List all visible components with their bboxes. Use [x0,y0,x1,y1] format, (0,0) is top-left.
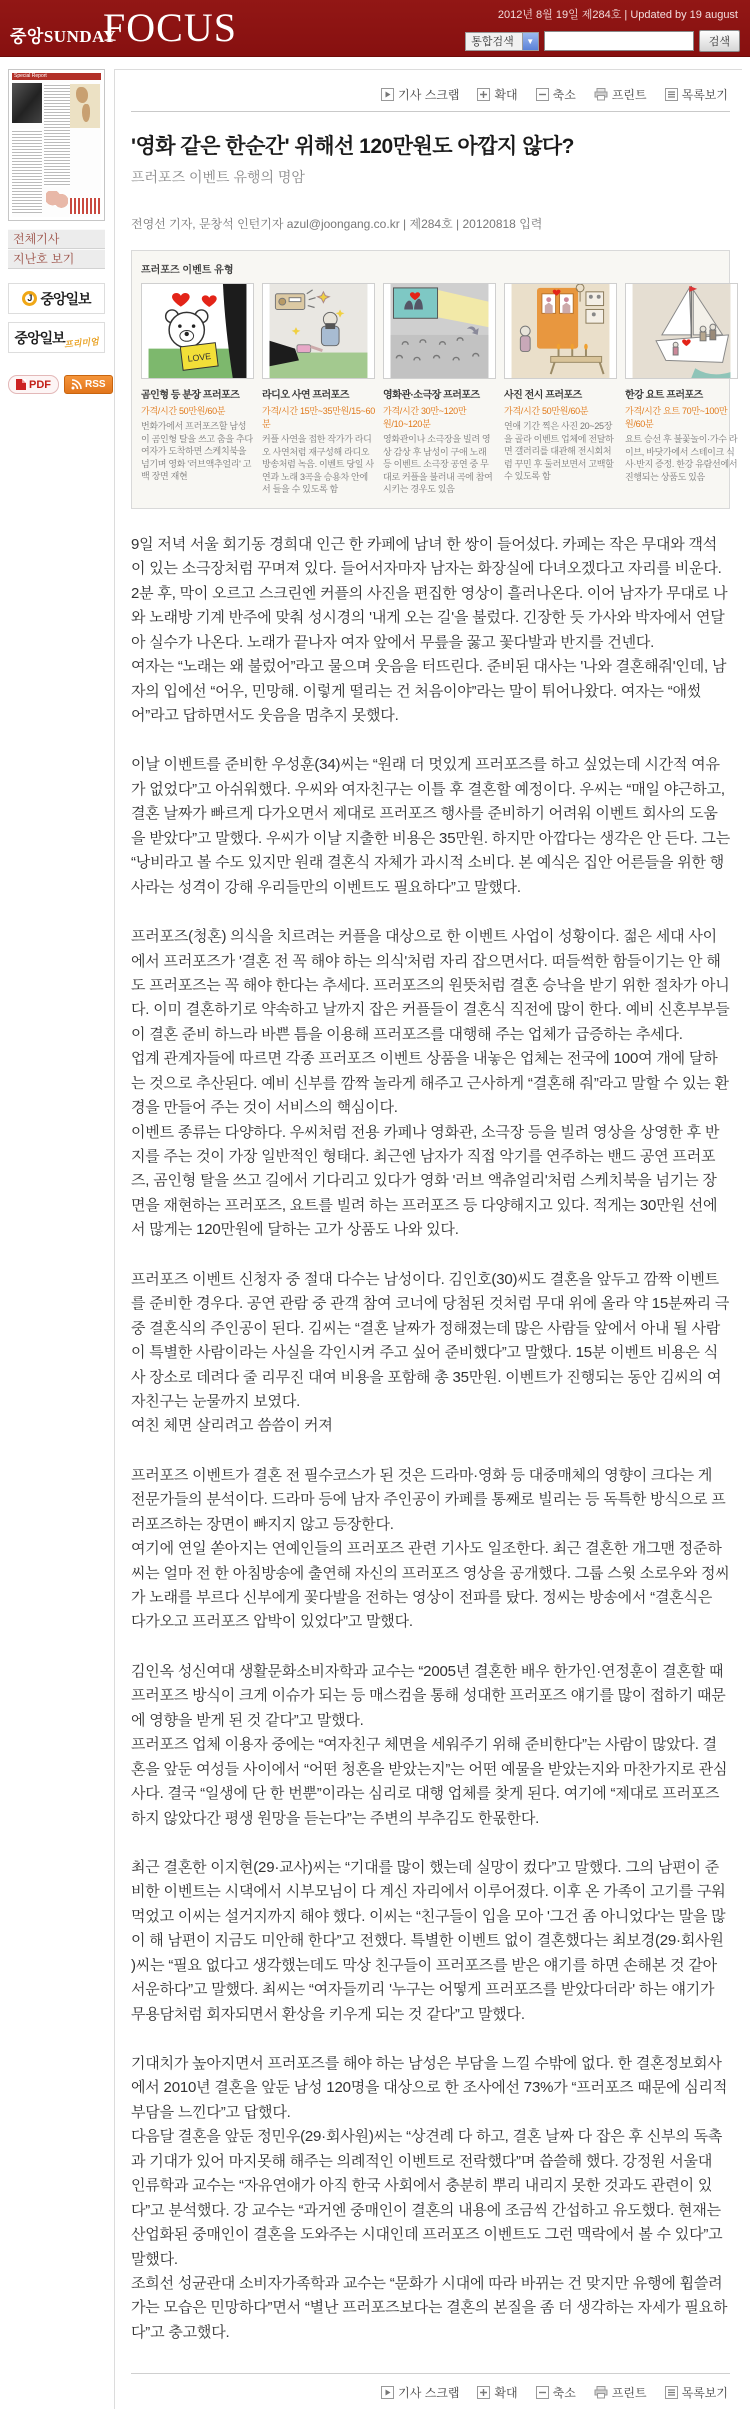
zoom-out-icon [536,2386,549,2399]
toolbar-button-label: 목록보기 [681,88,728,102]
thumbnail-photo [12,83,42,123]
joongang-ilbo-logo[interactable] [8,283,105,314]
paragraph-group [131,925,730,1243]
article-body-text [131,533,730,2345]
divider [131,111,730,112]
zoom-in-button[interactable] [477,86,517,103]
paragraph-group [131,533,730,729]
issue-date: 2012년 8월 19일 제284호 | Updated by 19 august [497,9,738,21]
pdf-button[interactable] [8,375,59,394]
body-paragraph: 여친 체면 살리려고 씀씀이 커져 [131,1417,333,1435]
panel-description: 커플 사연을 접한 작가가 라디오 사연처럼 재구성해 라디오 방송처럼 녹음. 이벤트 당일 사연과 노래 3곡을 승용차 안에서 들을 수 있도록 함 [262,434,374,495]
toolbar-button-label: 확대 [494,88,518,102]
panel-title: 영화관·소극장 프러포즈 [383,390,480,401]
body-paragraph: 최근 결혼한 이지현(29·교사)씨는 “기대를 많이 했는데 실망이 컸다”고 말했다. 그의 남편이 준비한 이벤트는 시댁에서 시부모님이 다 계신 자리에서 이루어졌다. 이후 온 가족이 고기를 구워 먹었고 이씨는 설거지까지 해야 했다. 이씨는 “친구들이 입을 모아 '그건 좀 아니었다'는 말을 많이 해 남편이 지금도 미안해 한다”고 전했다. 특별한 이벤트 없이 결혼했다는 최보경(29·회사원 )씨는 “필요 없다고 생각했는데도 막상 친구들이 프러포즈를 받은 얘기를 하면 손해본 것 같아 서운하다”고 말했다. 최씨는 “여자들끼리 '누구는 어떻게 프러포즈를 받았다더라' 하는 얘기가 무용담처럼 회자되면서 환상을 키우게 되는 것 같다”고 말했다. [131,1858,726,2023]
sidebar-item-all-articles[interactable]: 전체기사 [8,229,105,249]
paragraph-group [131,753,730,900]
page-body [0,57,750,2409]
panel-price: 가격/시간 50만원/60분 [504,406,589,416]
list-icon [665,2386,678,2399]
joongang-premium-wordmark: 중앙일보 [14,329,65,346]
thumbnail-text-column [12,129,42,213]
search-area [465,30,740,52]
j-circle-icon: J [22,291,37,306]
body-paragraph: 프러포즈 이벤트가 결혼 전 필수코스가 된 것은 드라마·영화 등 대중매체의 영향이 크다는 게 전문가들의 분석이다. 드라마 등에 남자 주인공이 카페를 통째로 빌리는 등 독특한 방식으로 프러포즈하는 장면이 빠지지 않고 등장한다. [131,1466,726,1533]
body-paragraph: 다음달 결혼을 앞둔 정민우(29·회사원)씨는 “상견례 다 하고, 결혼 날짜 다 잡은 후 신부의 독촉과 기대가 있어 마지못해 해주는 의례적인 이벤트로 전락했다”며 씁쓸해 했다. 강정원 서울대 인류학과 교수는 “자유연애가 아직 한국 사회에서 충분히 뿌리 내리지 못한 것과도 관련이 있다”고 분석했다. 강 교수는 “과거엔 중매인이 결혼의 내용에 조금씩 간섭하고 유도했다. 현재는 산업화된 중매인이 결혼을 도와주는 시대인데 프러포즈 이벤트도 그런 맥락에서 볼 수 있다”고 말했다. [131,2128,723,2268]
panel-price: 가격/시간 30만~120만원/10~120분 [383,406,467,429]
rss-button[interactable] [64,375,113,394]
list-view-button[interactable] [665,86,728,103]
scrap-icon [381,2386,394,2399]
panel-title: 사진 전시 프러포즈 [504,390,582,401]
joongang-sunday-logo[interactable]: 중앙SUNDAY [10,27,117,46]
body-paragraph: 여기에 연일 쏟아지는 연예인들의 프러포즈 관련 기사도 일조한다. 최근 결혼한 개그맨 정준하씨는 얼마 전 한 아침방송에 출연해 자신의 프러포즈 영상을 공개했다. 그룹 스윗 소로우와 정씨가 노래를 부르다 신부에게 꽃다발을 전하는 영상이 전파를 탔다. 정씨는 방송에서 “결혼식은 다가오고 프러포즈 압박이 있었다”고 말했다. [131,1540,730,1631]
print-icon [594,2386,608,2399]
zoom-out-icon [536,88,549,101]
thumbnail-bar-chart [70,198,100,214]
panel-description: 연애 기간 찍은 사진 20~25장을 골라 이벤트 업체에 전달하면 갤러리를 대관해 전시회처럼 꾸민 후 둘러보면서 고백할 수 있도록 함 [504,421,614,482]
panel-price: 가격/시간 50만원/60분 [141,406,226,416]
sidebar-buttons [8,375,114,394]
sidebar-item-past-issues[interactable]: 지난호 보기 [8,249,105,269]
thumbnail-figures [46,191,68,213]
body-paragraph: 프러포즈 이벤트 신청자 중 절대 다수는 남성이다. 김인호(30)씨도 결혼을 앞두고 깜짝 이벤트를 준비한 경우다. 공연 관람 중 관객 참여 코너에 당첨된 것처럼 무대 위에 올라 약 15분짜리 극중 결혼식의 주인공이 된다. 김씨는 “결혼 날짜가 정해졌는데 많은 사람들 앞에서 아내 될 사람이 특별한 사람이라는 사실을 각인시켜 주고 싶어 준비했다”고 말했다. 15분 이벤트 비용은 식사 장소로 데려다 줄 리무진 대여 비용을 포함해 총 35만원. 이벤트가 진행되는 동안 김씨의 여자친구는 눈물까지 보였다. [131,1270,730,1410]
body-paragraph: 업계 관계자들에 따르면 각종 프러포즈 이벤트 상품을 내놓은 업체는 전국에 100여 개에 달하는 것으로 추산된다. 예비 신부를 깜짝 놀라게 해주고 근사하게 “결혼해 줘”라고 말할 수 있는 환경을 만들어 주는 것이 서비스의 핵심이다. [131,1050,729,1117]
site-header [0,0,750,57]
rss-icon [71,379,82,390]
search-scope-label: 통합검색 [471,36,514,48]
cartoon-radio-illustration [262,283,375,379]
search-scope-select[interactable] [465,32,539,51]
scrap-button[interactable] [381,2384,459,2401]
article-subtitle: 프러포즈 이벤트 유행의 명암 [131,169,305,185]
pdf-icon [16,379,26,390]
infographic-title: 프러포즈 이벤트 유형 [141,265,234,276]
article-toolbar-top [131,80,730,111]
thumbnail-text-column [44,83,70,187]
cartoon-cinema-illustration [383,283,496,379]
joongang-premium-logo[interactable] [8,322,105,353]
panel-title: 라디오 사연 프러포즈 [262,390,349,401]
paragraph-group [131,1660,730,1831]
list-view-button[interactable] [665,2384,728,2401]
list-icon [665,88,678,101]
panel-title: 곰인형 등 분장 프러포즈 [141,390,240,401]
infographic-panels [141,283,738,496]
article-byline: 전영선 기자, 문창석 인턴기자 azul@joongang.co.kr | 제284호 | 20120818 입력 [131,217,543,231]
panel-description: 번화가에서 프러포즈할 남성이 곰인형 탈을 쓰고 춤을 추다 여자가 도착하면 스케치북을 넘기며 영화 '러브액추얼리' 고백 장면 재현 [141,421,253,482]
search-input[interactable] [544,31,694,51]
proposal-type-panel [383,283,496,496]
chevron-down-icon: ▼ [522,33,538,50]
toolbar-button-label: 프린트 [611,88,647,102]
zoom-in-button[interactable] [477,2384,517,2401]
svg-text:LOVE: LOVE [187,350,212,364]
joongang-ilbo-wordmark: 중앙일보 [40,290,91,307]
print-icon [594,88,608,101]
proposal-type-panel [625,283,738,496]
premium-script-text: 프리미엄 [63,336,99,350]
paragraph-group [131,1268,730,1439]
proposal-types-infographic [131,250,738,509]
proposal-type-panel [262,283,375,496]
toolbar-button-label: 기사 스크랩 [398,88,460,102]
search-button[interactable]: 검색 [699,30,740,52]
toolbar-button-label: 기사 스크랩 [398,2386,460,2401]
paragraph-group [131,1464,730,1635]
body-paragraph: 김인옥 성신여대 생활문화소비자학과 교수는 “2005년 결혼한 배우 한가인·연정훈이 결혼할 때 프러포즈 방식이 크게 이슈가 되는 등 매스컴을 통해 성대한 프러포즈 얘기를 많이 접하기 때문에 영향을 받게 된 것 같다”고 말했다. [131,1662,726,1729]
newspaper-preview [12,73,101,217]
toolbar-button-label: 확대 [494,2386,518,2401]
body-paragraph: 이날 이벤트를 준비한 우성훈(34)씨는 “원래 더 멋있게 프러포즈를 하고 싶었는데 시간적 여유가 없었다”고 아쉬워했다. 우씨와 여자친구는 이틀 후 결혼할 예정이다. 우씨는 “매일 야근하고, 결혼 날짜가 빠르게 다가오면서 제대로 프러포즈 행사를 준비하기 어려워 이벤트 회사의 도움을 받았다”고 말했다. 우씨가 이날 지출한 비용은 35만원. 하지만 아깝다는 생각은 안 든다. 그는 “낭비라고 볼 수도 있지만 원래 결혼식 자체가 과시적 소비다. 본 예식은 집안 어른들을 위한 행사라는 성격이 강해 우리들만의 이벤트도 필요하다”고 말했다. [131,756,731,896]
panel-price: 가격/시간 15만~35만원/15~60분 [262,406,375,429]
print-button[interactable] [594,86,647,103]
zoom-in-icon [477,88,490,101]
panel-title: 한강 요트 프러포즈 [625,390,703,401]
article-title: '영화 같은 한순간' 위해선 120만원도 아깝지 않다? [131,135,575,158]
proposal-type-panel [141,283,254,496]
body-paragraph: 9일 저녁 서울 회기동 경희대 인근 한 카페에 남녀 한 쌍이 들어섰다. 카페는 작은 무대와 객석이 있는 소극장처럼 꾸며져 있다. 들어서자마자 남자는 화장실에 다녀오겠다고 자리를 비운다. 2분 후, 막이 오르고 스크린엔 커플의 사진을 편집한 영상이 흘러나온다. 이어 남자가 무대로 나와 노래방 기계 반주에 맞춰 성시경의 '내게 오는 길'을 불렀다. 긴장한 듯 가사와 박자에서 연달아 실수가 나온다. 노래가 끝나자 여자 앞에서 무릎을 꿇고 꽃다발과 반지를 건넨다. [131,535,728,651]
body-paragraph: 기대치가 높아지면서 프러포즈를 해야 하는 남성은 부담을 느낄 수밖에 없다. 한 결혼정보회사에서 2010년 결혼을 앞둔 남성 120명을 대상으로 한 조사에선 73%가 “프러포즈 때문에 심리적 부담을 느낀다”고 답했다. [131,2055,728,2121]
body-paragraph: 프러포즈(청혼) 의식을 치르려는 커플을 대상으로 한 이벤트 사업이 성황이다. 젊은 세대 사이에서 프러포즈가 '결혼 전 꼭 해야 하는 의식'처럼 자리 잡으면서다. 떠들썩한 함들이기는 안 해도 프러포즈는 꼭 해야 한다는 추세다. 프러포즈의 원뜻처럼 결혼 승낙을 받기 위한 절차가 아니다. 이미 결혼하기로 약속하고 날까지 잡은 커플들이 결혼식 직전에 많이 한다. 예비 신혼부부들이 결혼 준비 하느라 바쁜 틈을 이용해 프러포즈를 대행해 주는 업체가 급증하는 추세다. [131,928,730,1043]
toolbar-button-label: 축소 [552,88,576,102]
toolbar-button-label: 축소 [552,2386,576,2401]
special-report-banner: Special Report [12,73,101,80]
sidebar [0,69,114,394]
zoom-out-button[interactable] [536,2384,576,2401]
cartoon-bear-illustration [141,283,254,379]
toolbar-button-label: 프린트 [611,2386,647,2401]
toolbar-button-label: 목록보기 [681,2386,728,2401]
body-paragraph: 여자는 “노래는 왜 불렀어”라고 물으며 웃음을 터뜨린다. 준비된 대사는 '나와 결혼해줘'인데, 남자의 입에선 “어우, 민망해. 이렇게 떨리는 건 처음이야”라는 말이 튀어나왔다. 여자는 “애썼어”라고 답하면서도 웃음을 멈추지 못했다. [131,658,727,725]
proposal-type-panel [504,283,617,496]
paragraph-group [131,1856,730,2027]
cartoon-yacht-illustration [625,283,738,379]
print-button[interactable] [594,2384,647,2401]
thumbnail-map [70,84,100,128]
rss-label: RSS [85,379,106,390]
body-paragraph: 프러포즈 업체 이용자 중에는 “여자친구 체면을 세워주기 위해 준비한다”는 사람이 많았다. 결혼을 앞둔 여성들 사이에서 “어떤 청혼을 받았는지”는 어떤 예물을 받았는지와 마찬가지로 관심사다. 결국 “일생에 단 한 번뿐”이라는 심리로 대행 업체를 찾게 된다. 여기에 “제대로 프러포즈 하지 않았다간 평생 원망을 듣는다”는 주변의 부추김도 한몫한다. [131,1736,728,1827]
cartoon-photo-illustration [504,283,617,379]
article-toolbar-bottom [131,2373,730,2409]
panel-description: 요트 승선 후 불꽃놀이·가수 라이브, 바닷가에서 스테이크 식사·반지 증정. 한강 유람선에서 진행되는 상품도 있음 [625,434,738,482]
scrap-button[interactable] [381,86,459,103]
panel-price: 가격/시간 요트 70만~100만원/60분 [625,406,728,429]
scrap-icon [381,88,394,101]
article-main [114,69,742,2409]
pdf-label: PDF [29,378,51,391]
paragraph-group [131,2052,730,2345]
zoom-out-button[interactable] [536,86,576,103]
front-page-thumbnail[interactable] [8,69,105,221]
focus-section-logo: FOCUS [103,5,237,50]
body-paragraph: 이벤트 종류는 다양하다. 우씨처럼 전용 카페나 영화관, 소극장 등을 빌려 영상을 상영한 후 반지를 주는 것이 가장 일반적인 형태다. 최근엔 남자가 직접 악기를 연주하는 밴드 공연 프러포즈, 곰인형 탈을 쓰고 길에서 기다리고 있다가 영화 '러브 액츄얼리'처럼 스케치북을 넘기는 장면을 재현하는 프러포즈, 요트를 빌려 하는 프러포즈 등 다양해지고 있다. 적게는 30만원 선에서 많게는 120만원에 달하는 고가 상품도 나와 있다. [131,1123,720,1239]
panel-description: 영화관이나 소극장을 빌려 영상 감상 후 남성이 구애 노래 등 이벤트. 소극장 공연 중 무대로 커플을 불러내 곡에 참여시키는 경우도 있음 [383,434,493,495]
body-paragraph: 조희선 성균관대 소비자가족학과 교수는 “문화가 시대에 따라 바뀌는 건 맞지만 유행에 휩쓸려 가는 모습은 민망하다”면서 “별난 프러포즈보다는 결혼의 본질을 좀 더 생각하는 자세가 필요하다”고 충고했다. [131,2274,728,2341]
zoom-in-icon [477,2386,490,2399]
